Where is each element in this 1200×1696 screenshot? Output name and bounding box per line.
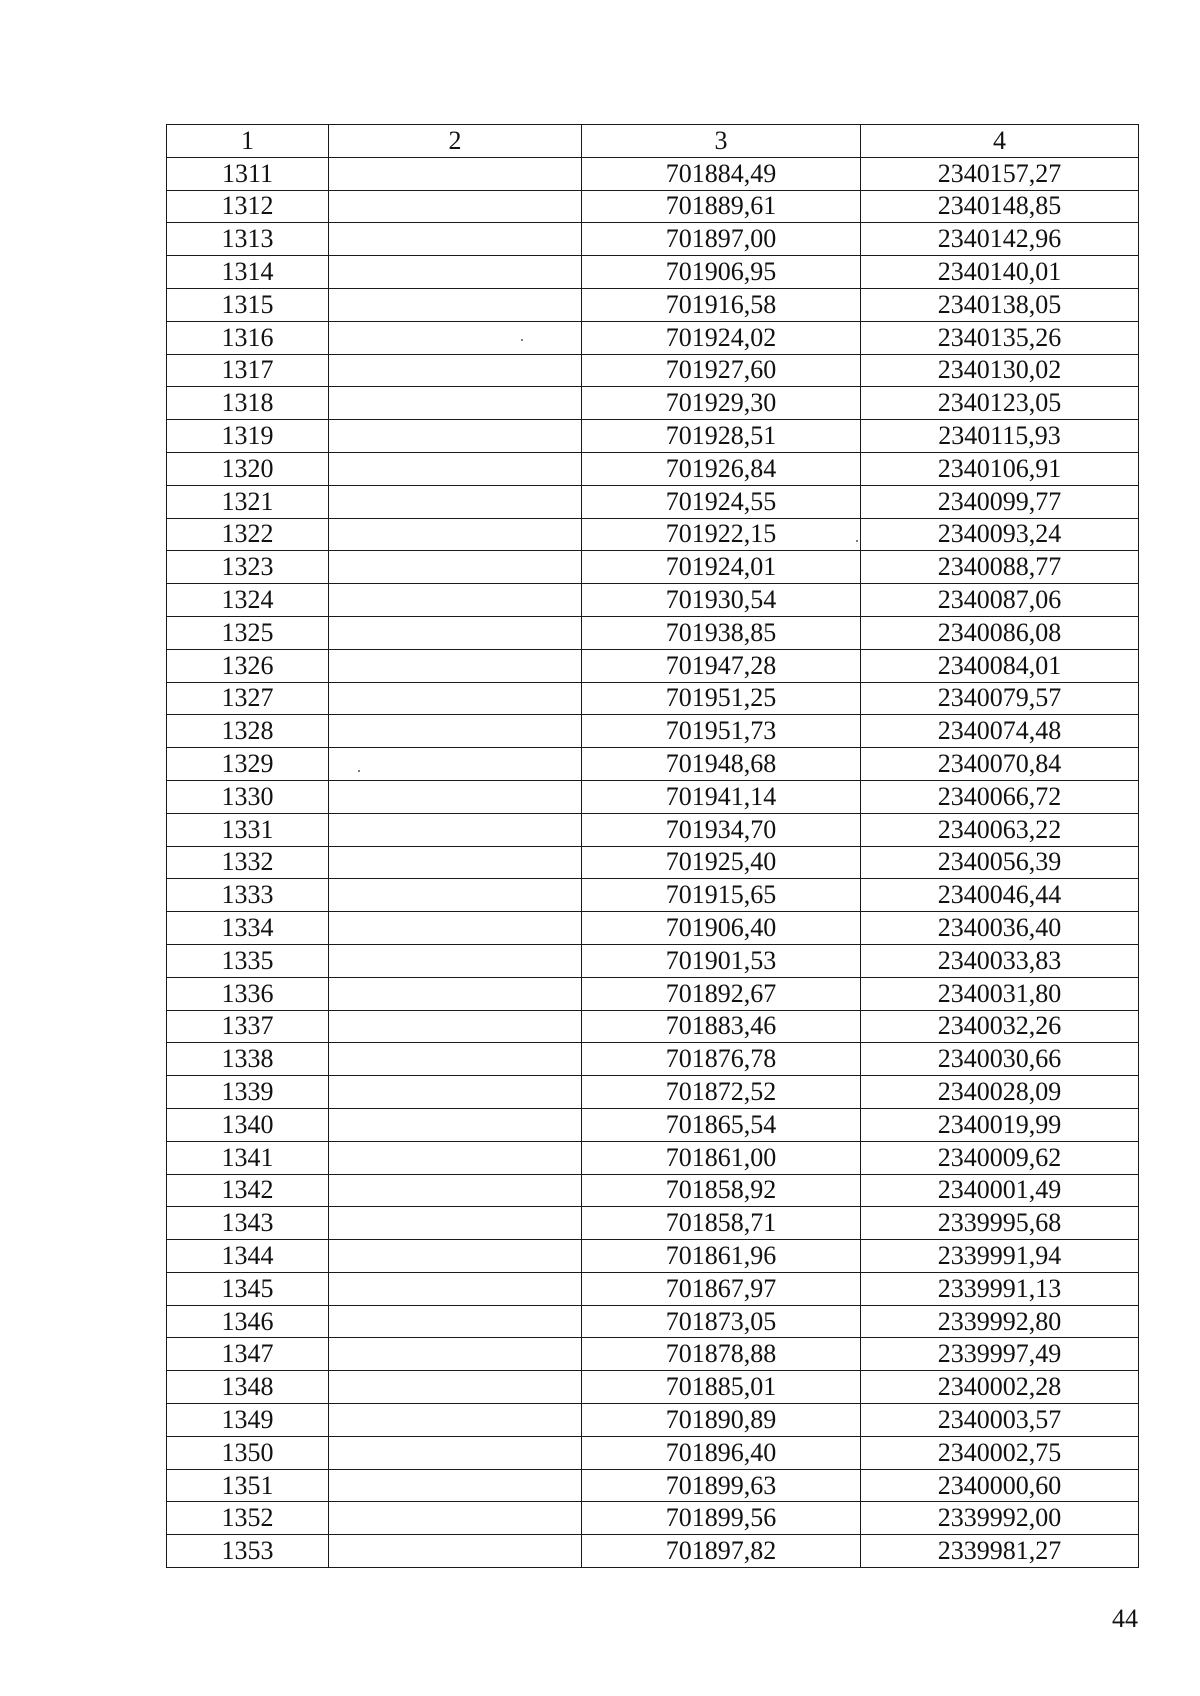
x-coordinate-cell: 701924,55 (582, 485, 861, 518)
y-coordinate-cell: 2340088,77 (861, 551, 1139, 584)
y-coordinate-cell: 2340084,01 (861, 649, 1139, 682)
description-cell (329, 485, 582, 518)
description-cell (329, 1108, 582, 1141)
x-coordinate-cell: 701896,40 (582, 1436, 861, 1469)
description-cell (329, 715, 582, 748)
scan-speck (358, 770, 360, 772)
table-row (167, 485, 1139, 518)
point-number-cell: 1353 (167, 1535, 329, 1568)
x-coordinate-cell: 701916,58 (582, 288, 861, 321)
description-cell (329, 518, 582, 551)
table-body (167, 157, 1139, 1567)
point-number-cell: 1348 (167, 1371, 329, 1404)
description-cell (329, 1141, 582, 1174)
point-number-cell: 1345 (167, 1272, 329, 1305)
x-coordinate-cell: 701858,92 (582, 1174, 861, 1207)
x-coordinate-cell: 701861,00 (582, 1141, 861, 1174)
y-coordinate-cell: 2340033,83 (861, 944, 1139, 977)
x-coordinate-cell: 701922,15 (582, 518, 861, 551)
table-row (167, 977, 1139, 1010)
y-coordinate-cell: 2340123,05 (861, 387, 1139, 420)
table-row (167, 813, 1139, 846)
point-number-cell: 1321 (167, 485, 329, 518)
x-coordinate-cell: 701873,05 (582, 1305, 861, 1338)
x-coordinate-cell: 701934,70 (582, 813, 861, 846)
description-cell (329, 452, 582, 485)
x-coordinate-cell: 701948,68 (582, 748, 861, 781)
point-number-cell: 1339 (167, 1076, 329, 1109)
table-row (167, 1207, 1139, 1240)
point-number-cell: 1351 (167, 1469, 329, 1502)
point-number-cell: 1337 (167, 1010, 329, 1043)
table-row (167, 354, 1139, 387)
x-coordinate-cell: 701924,02 (582, 321, 861, 354)
point-number-cell: 1328 (167, 715, 329, 748)
table-row (167, 1141, 1139, 1174)
point-number-cell: 1329 (167, 748, 329, 781)
table-row (167, 256, 1139, 289)
point-number-cell: 1324 (167, 584, 329, 617)
x-coordinate-cell: 701930,54 (582, 584, 861, 617)
y-coordinate-cell: 2339992,80 (861, 1305, 1139, 1338)
page-number: 44 (1112, 1604, 1138, 1633)
description-cell (329, 1305, 582, 1338)
description-cell (329, 190, 582, 223)
description-cell (329, 748, 582, 781)
x-coordinate-cell: 701897,00 (582, 223, 861, 256)
table-row (167, 1010, 1139, 1043)
point-number-cell: 1318 (167, 387, 329, 420)
y-coordinate-cell: 2340019,99 (861, 1108, 1139, 1141)
point-number-cell: 1311 (167, 157, 329, 190)
table-row (167, 780, 1139, 813)
y-coordinate-cell: 2340063,22 (861, 813, 1139, 846)
table-row (167, 584, 1139, 617)
point-number-cell: 1330 (167, 780, 329, 813)
description-cell (329, 354, 582, 387)
description-cell (329, 1240, 582, 1273)
description-cell (329, 1436, 582, 1469)
x-coordinate-cell: 701906,95 (582, 256, 861, 289)
y-coordinate-cell: 2340106,91 (861, 452, 1139, 485)
x-coordinate-cell: 701947,28 (582, 649, 861, 682)
y-coordinate-cell: 2340138,05 (861, 288, 1139, 321)
description-cell (329, 1174, 582, 1207)
x-coordinate-cell: 701883,46 (582, 1010, 861, 1043)
point-number-cell: 1315 (167, 288, 329, 321)
x-coordinate-cell: 701878,88 (582, 1338, 861, 1371)
description-cell (329, 977, 582, 1010)
description-cell (329, 1043, 582, 1076)
x-coordinate-cell: 701897,82 (582, 1535, 861, 1568)
x-coordinate-cell: 701927,60 (582, 354, 861, 387)
x-coordinate-cell: 701872,52 (582, 1076, 861, 1109)
table-row (167, 944, 1139, 977)
table-row (167, 879, 1139, 912)
table-row (167, 1108, 1139, 1141)
y-coordinate-cell: 2340000,60 (861, 1469, 1139, 1502)
description-cell (329, 846, 582, 879)
x-coordinate-cell: 701858,71 (582, 1207, 861, 1240)
y-coordinate-cell: 2339997,49 (861, 1338, 1139, 1371)
table-row (167, 1371, 1139, 1404)
y-coordinate-cell: 2340002,75 (861, 1436, 1139, 1469)
table-row (167, 1535, 1139, 1568)
y-coordinate-cell: 2340142,96 (861, 223, 1139, 256)
table-row (167, 551, 1139, 584)
point-number-cell: 1334 (167, 912, 329, 945)
scan-speck (521, 339, 523, 341)
point-number-cell: 1317 (167, 354, 329, 387)
table-row (167, 420, 1139, 453)
x-coordinate-cell: 701941,14 (582, 780, 861, 813)
table-row (167, 1043, 1139, 1076)
y-coordinate-cell: 2340009,62 (861, 1141, 1139, 1174)
description-cell (329, 223, 582, 256)
x-coordinate-cell: 701890,89 (582, 1404, 861, 1437)
y-coordinate-cell: 2340030,66 (861, 1043, 1139, 1076)
point-number-cell: 1344 (167, 1240, 329, 1273)
point-number-cell: 1347 (167, 1338, 329, 1371)
x-coordinate-cell: 701915,65 (582, 879, 861, 912)
x-coordinate-cell: 701928,51 (582, 420, 861, 453)
x-coordinate-cell: 701926,84 (582, 452, 861, 485)
x-coordinate-cell: 701865,54 (582, 1108, 861, 1141)
x-coordinate-cell: 701899,63 (582, 1469, 861, 1502)
y-coordinate-cell: 2340086,08 (861, 616, 1139, 649)
x-coordinate-cell: 701867,97 (582, 1272, 861, 1305)
description-cell (329, 551, 582, 584)
y-coordinate-cell: 2340079,57 (861, 682, 1139, 715)
table-row (167, 1502, 1139, 1535)
point-number-cell: 1333 (167, 879, 329, 912)
point-number-cell: 1314 (167, 256, 329, 289)
y-coordinate-cell: 2340087,06 (861, 584, 1139, 617)
description-cell (329, 288, 582, 321)
table-row (167, 288, 1139, 321)
table-row (167, 1076, 1139, 1109)
description-cell (329, 649, 582, 682)
point-number-cell: 1350 (167, 1436, 329, 1469)
description-cell (329, 420, 582, 453)
point-number-cell: 1319 (167, 420, 329, 453)
description-cell (329, 780, 582, 813)
y-coordinate-cell: 2340032,26 (861, 1010, 1139, 1043)
table-row (167, 157, 1139, 190)
y-coordinate-cell: 2340074,48 (861, 715, 1139, 748)
y-coordinate-cell: 2339995,68 (861, 1207, 1139, 1240)
description-cell (329, 1535, 582, 1568)
description-cell (329, 616, 582, 649)
description-cell (329, 1502, 582, 1535)
point-number-cell: 1341 (167, 1141, 329, 1174)
y-coordinate-cell: 2340036,40 (861, 912, 1139, 945)
table-row (167, 649, 1139, 682)
description-cell (329, 1338, 582, 1371)
table-header-row (167, 125, 1139, 158)
column-header-1: 1 (167, 125, 329, 158)
description-cell (329, 584, 582, 617)
y-coordinate-cell: 2340070,84 (861, 748, 1139, 781)
column-header-2: 2 (329, 125, 582, 158)
table-row (167, 846, 1139, 879)
description-cell (329, 879, 582, 912)
point-number-cell: 1327 (167, 682, 329, 715)
table-row (167, 190, 1139, 223)
y-coordinate-cell: 2340093,24 (861, 518, 1139, 551)
y-coordinate-cell: 2340140,01 (861, 256, 1139, 289)
y-coordinate-cell: 2340002,28 (861, 1371, 1139, 1404)
x-coordinate-cell: 701929,30 (582, 387, 861, 420)
point-number-cell: 1332 (167, 846, 329, 879)
description-cell (329, 682, 582, 715)
point-number-cell: 1338 (167, 1043, 329, 1076)
description-cell (329, 1076, 582, 1109)
point-number-cell: 1326 (167, 649, 329, 682)
y-coordinate-cell: 2340130,02 (861, 354, 1139, 387)
description-cell (329, 1371, 582, 1404)
point-number-cell: 1346 (167, 1305, 329, 1338)
description-cell (329, 1404, 582, 1437)
table-row (167, 518, 1139, 551)
point-number-cell: 1340 (167, 1108, 329, 1141)
y-coordinate-cell: 2340135,26 (861, 321, 1139, 354)
table-row (167, 1174, 1139, 1207)
point-number-cell: 1323 (167, 551, 329, 584)
column-header-4: 4 (861, 125, 1139, 158)
table-row (167, 452, 1139, 485)
column-header-3: 3 (582, 125, 861, 158)
point-number-cell: 1342 (167, 1174, 329, 1207)
x-coordinate-cell: 701861,96 (582, 1240, 861, 1273)
y-coordinate-cell: 2340066,72 (861, 780, 1139, 813)
point-number-cell: 1322 (167, 518, 329, 551)
y-coordinate-cell: 2340099,77 (861, 485, 1139, 518)
description-cell (329, 321, 582, 354)
y-coordinate-cell: 2340028,09 (861, 1076, 1139, 1109)
table-row (167, 223, 1139, 256)
x-coordinate-cell: 701951,73 (582, 715, 861, 748)
table-row (167, 912, 1139, 945)
description-cell (329, 256, 582, 289)
y-coordinate-cell: 2340031,80 (861, 977, 1139, 1010)
point-number-cell: 1343 (167, 1207, 329, 1240)
y-coordinate-cell: 2339991,13 (861, 1272, 1139, 1305)
table-row (167, 682, 1139, 715)
description-cell (329, 1469, 582, 1502)
x-coordinate-cell: 701885,01 (582, 1371, 861, 1404)
point-number-cell: 1349 (167, 1404, 329, 1437)
coordinates-table (166, 124, 1139, 1568)
point-number-cell: 1312 (167, 190, 329, 223)
table-row (167, 715, 1139, 748)
x-coordinate-cell: 701899,56 (582, 1502, 861, 1535)
table-row (167, 1305, 1139, 1338)
y-coordinate-cell: 2340115,93 (861, 420, 1139, 453)
table-row (167, 1338, 1139, 1371)
point-number-cell: 1320 (167, 452, 329, 485)
point-number-cell: 1313 (167, 223, 329, 256)
x-coordinate-cell: 701892,67 (582, 977, 861, 1010)
point-number-cell: 1331 (167, 813, 329, 846)
x-coordinate-cell: 701938,85 (582, 616, 861, 649)
table-row (167, 387, 1139, 420)
description-cell (329, 813, 582, 846)
point-number-cell: 1316 (167, 321, 329, 354)
y-coordinate-cell: 2340157,27 (861, 157, 1139, 190)
description-cell (329, 1010, 582, 1043)
point-number-cell: 1335 (167, 944, 329, 977)
y-coordinate-cell: 2340001,49 (861, 1174, 1139, 1207)
description-cell (329, 387, 582, 420)
x-coordinate-cell: 701901,53 (582, 944, 861, 977)
y-coordinate-cell: 2339981,27 (861, 1535, 1139, 1568)
x-coordinate-cell: 701889,61 (582, 190, 861, 223)
description-cell (329, 1207, 582, 1240)
point-number-cell: 1325 (167, 616, 329, 649)
x-coordinate-cell: 701925,40 (582, 846, 861, 879)
point-number-cell: 1336 (167, 977, 329, 1010)
point-number-cell: 1352 (167, 1502, 329, 1535)
scan-speck (856, 540, 858, 542)
x-coordinate-cell: 701876,78 (582, 1043, 861, 1076)
y-coordinate-cell: 2340003,57 (861, 1404, 1139, 1437)
description-cell (329, 1272, 582, 1305)
table-row (167, 1469, 1139, 1502)
table-row (167, 321, 1139, 354)
table-row (167, 748, 1139, 781)
y-coordinate-cell: 2340056,39 (861, 846, 1139, 879)
description-cell (329, 157, 582, 190)
table-row (167, 1272, 1139, 1305)
table-row (167, 1404, 1139, 1437)
table-row (167, 616, 1139, 649)
description-cell (329, 944, 582, 977)
x-coordinate-cell: 701884,49 (582, 157, 861, 190)
table-row (167, 1240, 1139, 1273)
x-coordinate-cell: 701951,25 (582, 682, 861, 715)
x-coordinate-cell: 701906,40 (582, 912, 861, 945)
description-cell (329, 912, 582, 945)
y-coordinate-cell: 2340148,85 (861, 190, 1139, 223)
table-row (167, 1436, 1139, 1469)
y-coordinate-cell: 2339992,00 (861, 1502, 1139, 1535)
y-coordinate-cell: 2339991,94 (861, 1240, 1139, 1273)
x-coordinate-cell: 701924,01 (582, 551, 861, 584)
y-coordinate-cell: 2340046,44 (861, 879, 1139, 912)
